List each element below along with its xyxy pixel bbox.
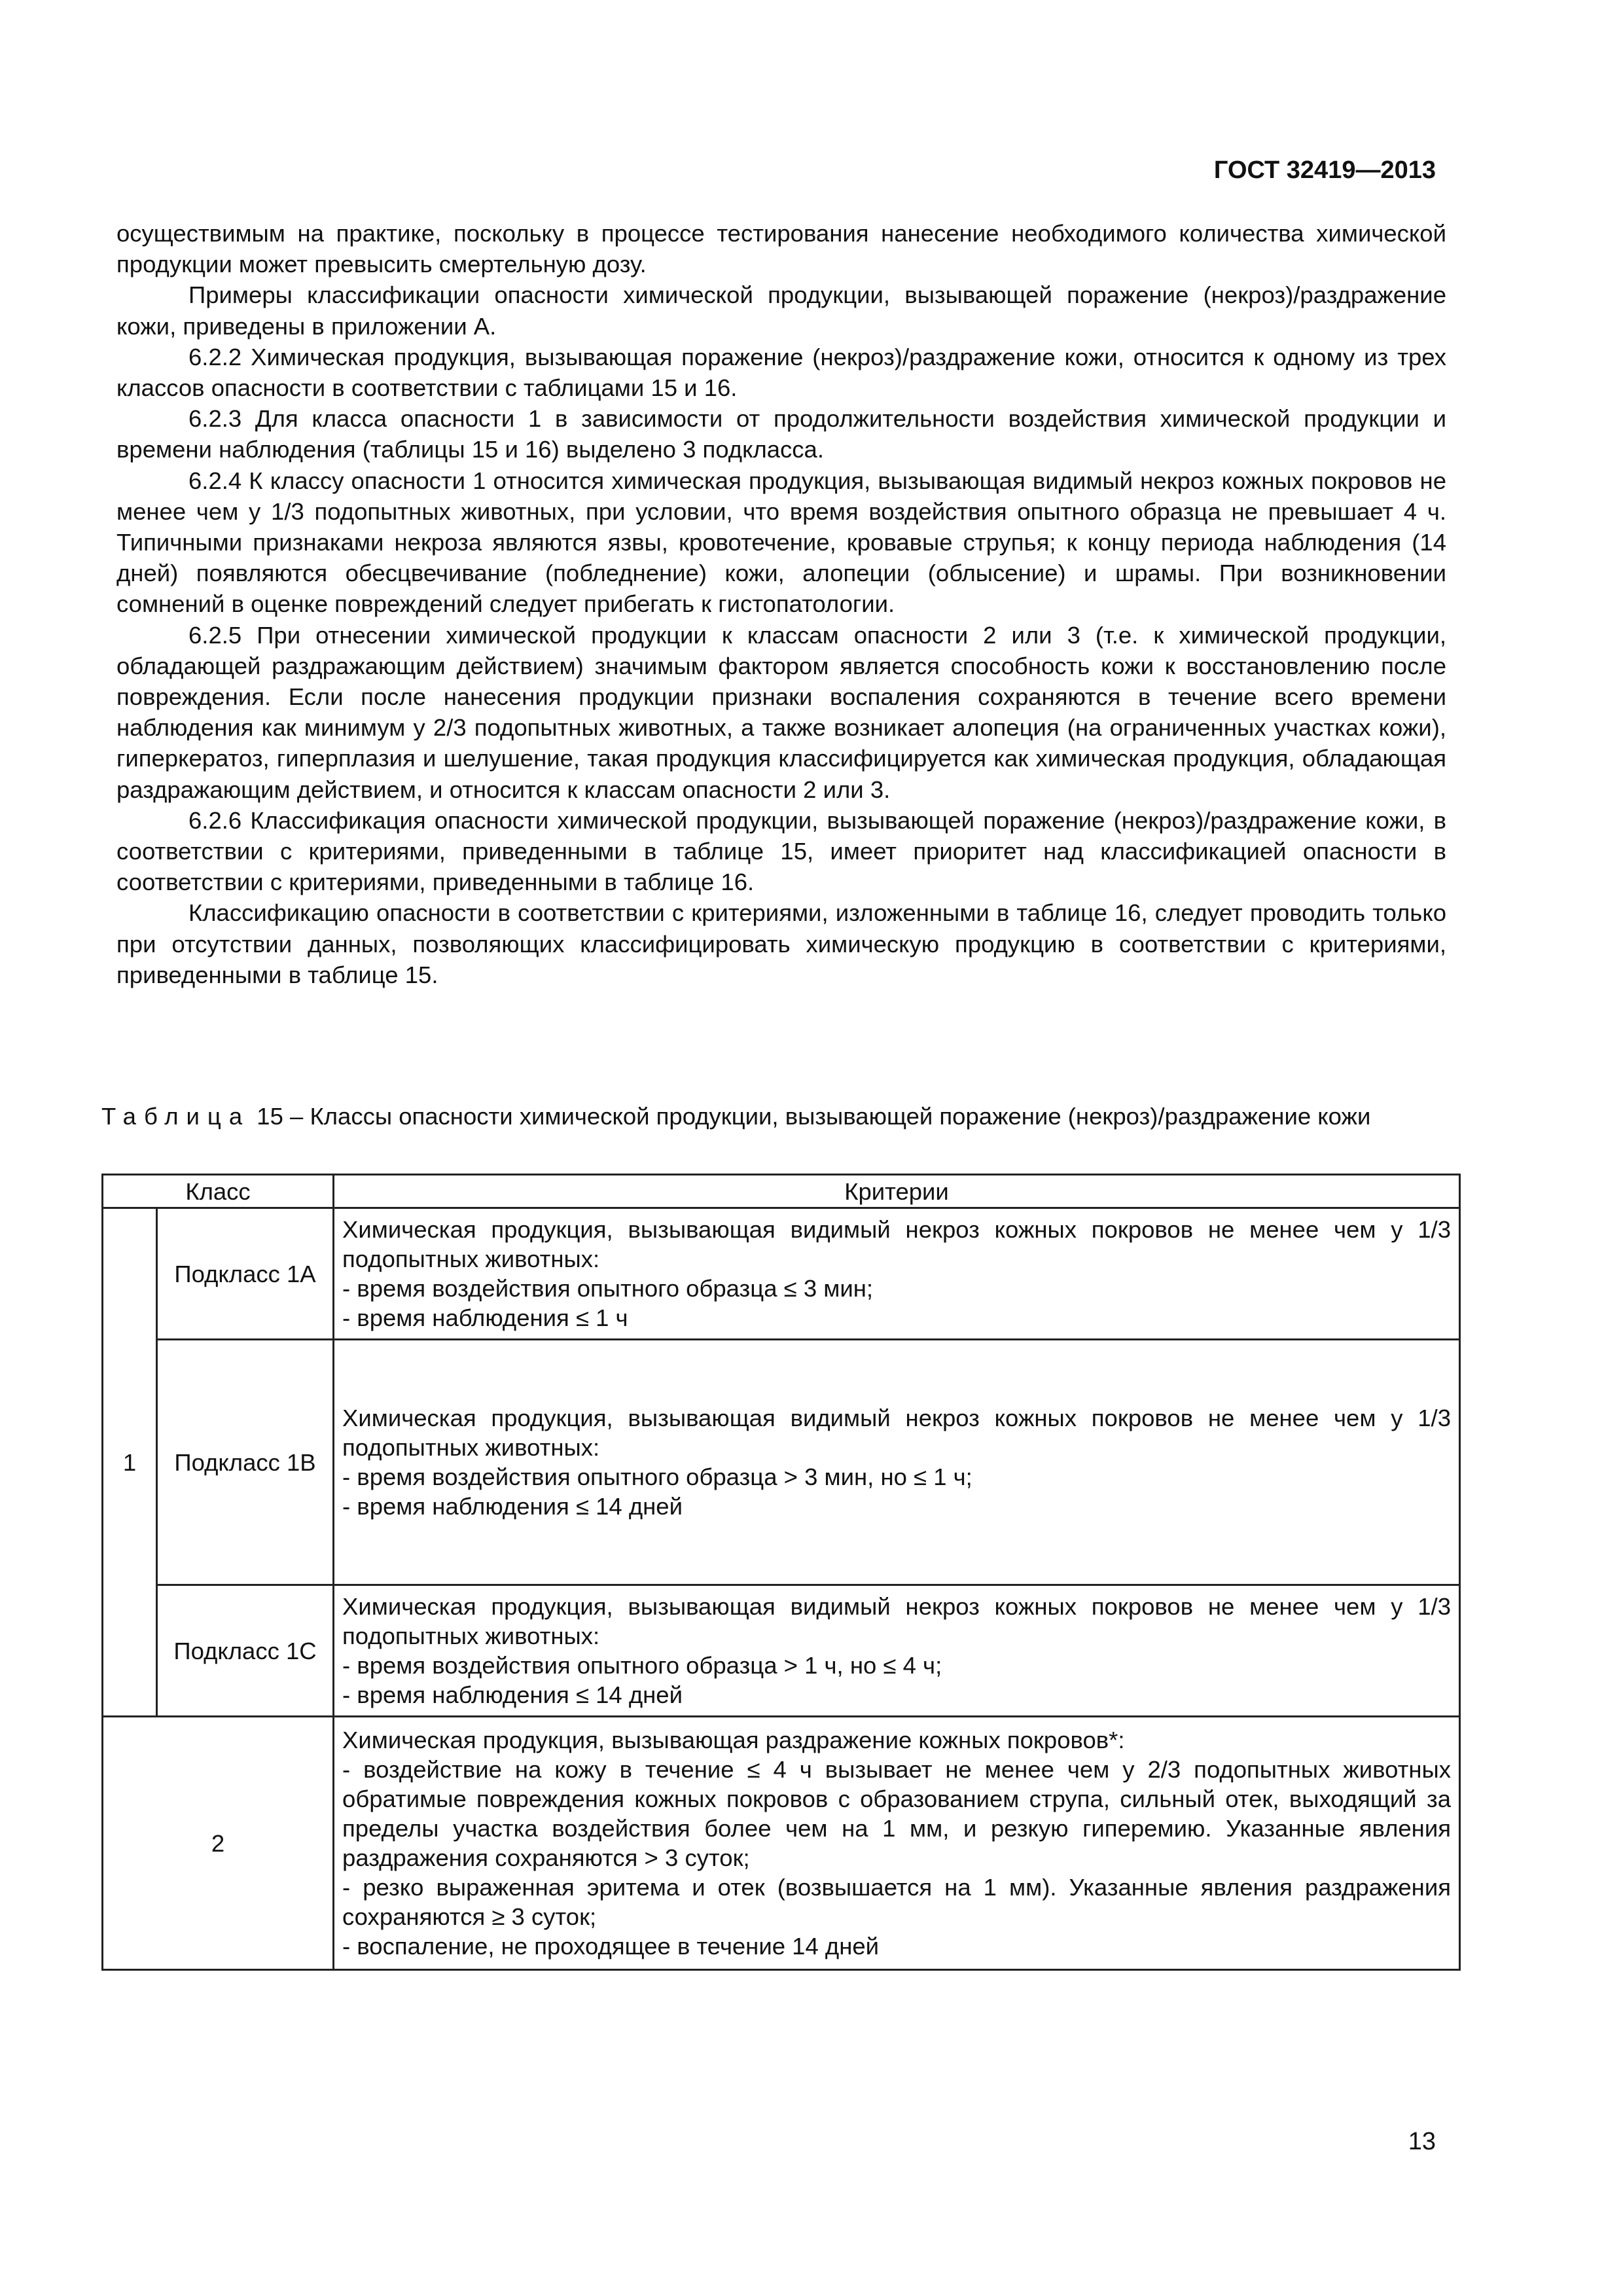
- criteria-line: - воздействие на кожу в течение ≤ 4 ч вызывает не менее чем у 2/3 подопытных животных обратимые повреждения кожных покровов с образованием струпа, сильный отек, выходящий за пределы участка воздействия более чем на 1 мм, и резкую гиперемию. Указанные явления раздражения сохраняются > 3 суток;: [342, 1756, 1451, 1871]
- criteria-line: - время наблюдения ≤ 14 дней: [342, 1681, 683, 1708]
- class-2-cell: 2: [103, 1717, 334, 1970]
- criteria-line: - время наблюдения ≤ 1 ч: [342, 1304, 628, 1331]
- table-row: [103, 1717, 1460, 1970]
- table-row: [103, 1340, 1460, 1585]
- paragraph-6-2-6: 6.2.6 Классификация опасности химической продукции, вызывающей поражение (некроз)/раздражение кожи, в соответствии с критериями, приведенными в таблице 15, имеет приоритет над классификацией опасности в соответствии с критериями, приведенными в таблице 16.: [116, 806, 1446, 896]
- subclass-1b-cell: Подкласс 1В: [157, 1340, 334, 1585]
- criteria-line: - время воздействия опытного образца ≤ 3 мин;: [342, 1275, 874, 1302]
- table-caption: [101, 1101, 1446, 1132]
- page-number: 13: [1408, 2128, 1436, 2155]
- table-caption-text: 15 – Классы опасности химической продукции, вызывающей поражение (некроз)/раздражение кожи: [257, 1103, 1371, 1130]
- criteria-line: Химическая продукция, вызывающая видимый некроз кожных покровов не менее чем у 1/3 подопытных животных:: [342, 1216, 1451, 1272]
- criteria-line: Химическая продукция, вызывающая раздражение кожных покровов*:: [342, 1727, 1125, 1753]
- paragraph-6-2-5: 6.2.5 При отнесении химической продукции к классам опасности 2 или 3 (т.е. к химической продукции, обладающей раздражающим действием) значимым фактором является способность кожи к восстановлению после повреждения. Если после нанесения продукции признаки воспаления сохраняются в течение всего времени наблюдения как минимум у 2/3 подопытных животных, а также возникает алопеция (на ограниченных участках кожи), гиперкератоз, гиперплазия и шелушение, такая продукция классифицируется как химическая продукция, обладающая раздражающим действием, и относится к классам опасности 2 или 3.: [116, 621, 1446, 803]
- paragraph-6-2-2: 6.2.2 Химическая продукция, вызывающая поражение (некроз)/раздражение кожи, относится к одному из трех классов опасности в соответствии с таблицами 15 и 16.: [116, 343, 1446, 402]
- criteria-line: - воспаление, не проходящее в течение 14 дней: [342, 1933, 880, 1960]
- document-code: ГОСТ 32419—2013: [1213, 156, 1436, 184]
- body-text: [116, 218, 1446, 990]
- criteria-1a-cell: [334, 1208, 1460, 1340]
- table-row: [103, 1585, 1460, 1717]
- hazard-class-table: [101, 1174, 1461, 1971]
- criteria-2-cell: [334, 1717, 1460, 1970]
- paragraph: осуществимым на практике, поскольку в процессе тестирования нанесение необходимого количества химической продукции может превысить смертельную дозу.: [116, 220, 1446, 278]
- criteria-line: - время наблюдения ≤ 14 дней: [342, 1493, 683, 1520]
- paragraph: Примеры классификации опасности химической продукции, вызывающей поражение (некроз)/раздражение кожи, приведены в приложении А.: [116, 281, 1446, 340]
- criteria-line: - время воздействия опытного образца > 3 мин, но ≤ 1 ч;: [342, 1463, 972, 1490]
- criteria-line: - резко выраженная эритема и отек (возвышается на 1 мм). Указанные явления раздражения сохраняются ≥ 3 суток;: [342, 1874, 1451, 1930]
- paragraph: Классификацию опасности в соответствии с критериями, изложенными в таблице 16, следует проводить только при отсутствии данных, позволяющих классифицировать химическую продукцию в соответствии с критериями, приведенными в таблице 15.: [116, 899, 1446, 988]
- criteria-1c-cell: [334, 1585, 1460, 1717]
- criteria-1b-cell: [334, 1340, 1460, 1585]
- header-class: Класс: [103, 1175, 334, 1208]
- table-header-row: [103, 1175, 1460, 1208]
- table-row: [103, 1208, 1460, 1340]
- criteria-line: Химическая продукция, вызывающая видимый некроз кожных покровов не менее чем у 1/3 подопытных животных:: [342, 1593, 1451, 1649]
- class-1-cell: 1: [103, 1208, 157, 1717]
- criteria-line: Химическая продукция, вызывающая видимый некроз кожных покровов не менее чем у 1/3 подопытных животных:: [342, 1405, 1451, 1461]
- table-caption-label: Таблица: [101, 1103, 251, 1130]
- paragraph-6-2-4: 6.2.4 К классу опасности 1 относится химическая продукция, вызывающая видимый некроз кожных покровов не менее чем у 1/3 подопытных животных, при условии, что время воздействия опытного образца не превышает 4 ч. Типичными признаками некроза являются язвы, кровотечение, кровавые струпья; к концу периода наблюдения (14 дней) появляются обесцвечивание (побледнение) кожи, алопеции (облысение) и шрамы. При возникновении сомнений в оценке повреждений следует прибегать к гистопатологии.: [116, 467, 1446, 618]
- criteria-line: - время воздействия опытного образца > 1 ч, но ≤ 4 ч;: [342, 1652, 942, 1679]
- paragraph-6-2-3: 6.2.3 Для класса опасности 1 в зависимости от продолжительности воздействия химической продукции и времени наблюдения (таблицы 15 и 16) выделено 3 подкласса.: [116, 405, 1446, 463]
- header-criteria: Критерии: [334, 1175, 1460, 1208]
- subclass-1c-cell: Подкласс 1С: [157, 1585, 334, 1717]
- subclass-1a-cell: Подкласс 1А: [157, 1208, 334, 1340]
